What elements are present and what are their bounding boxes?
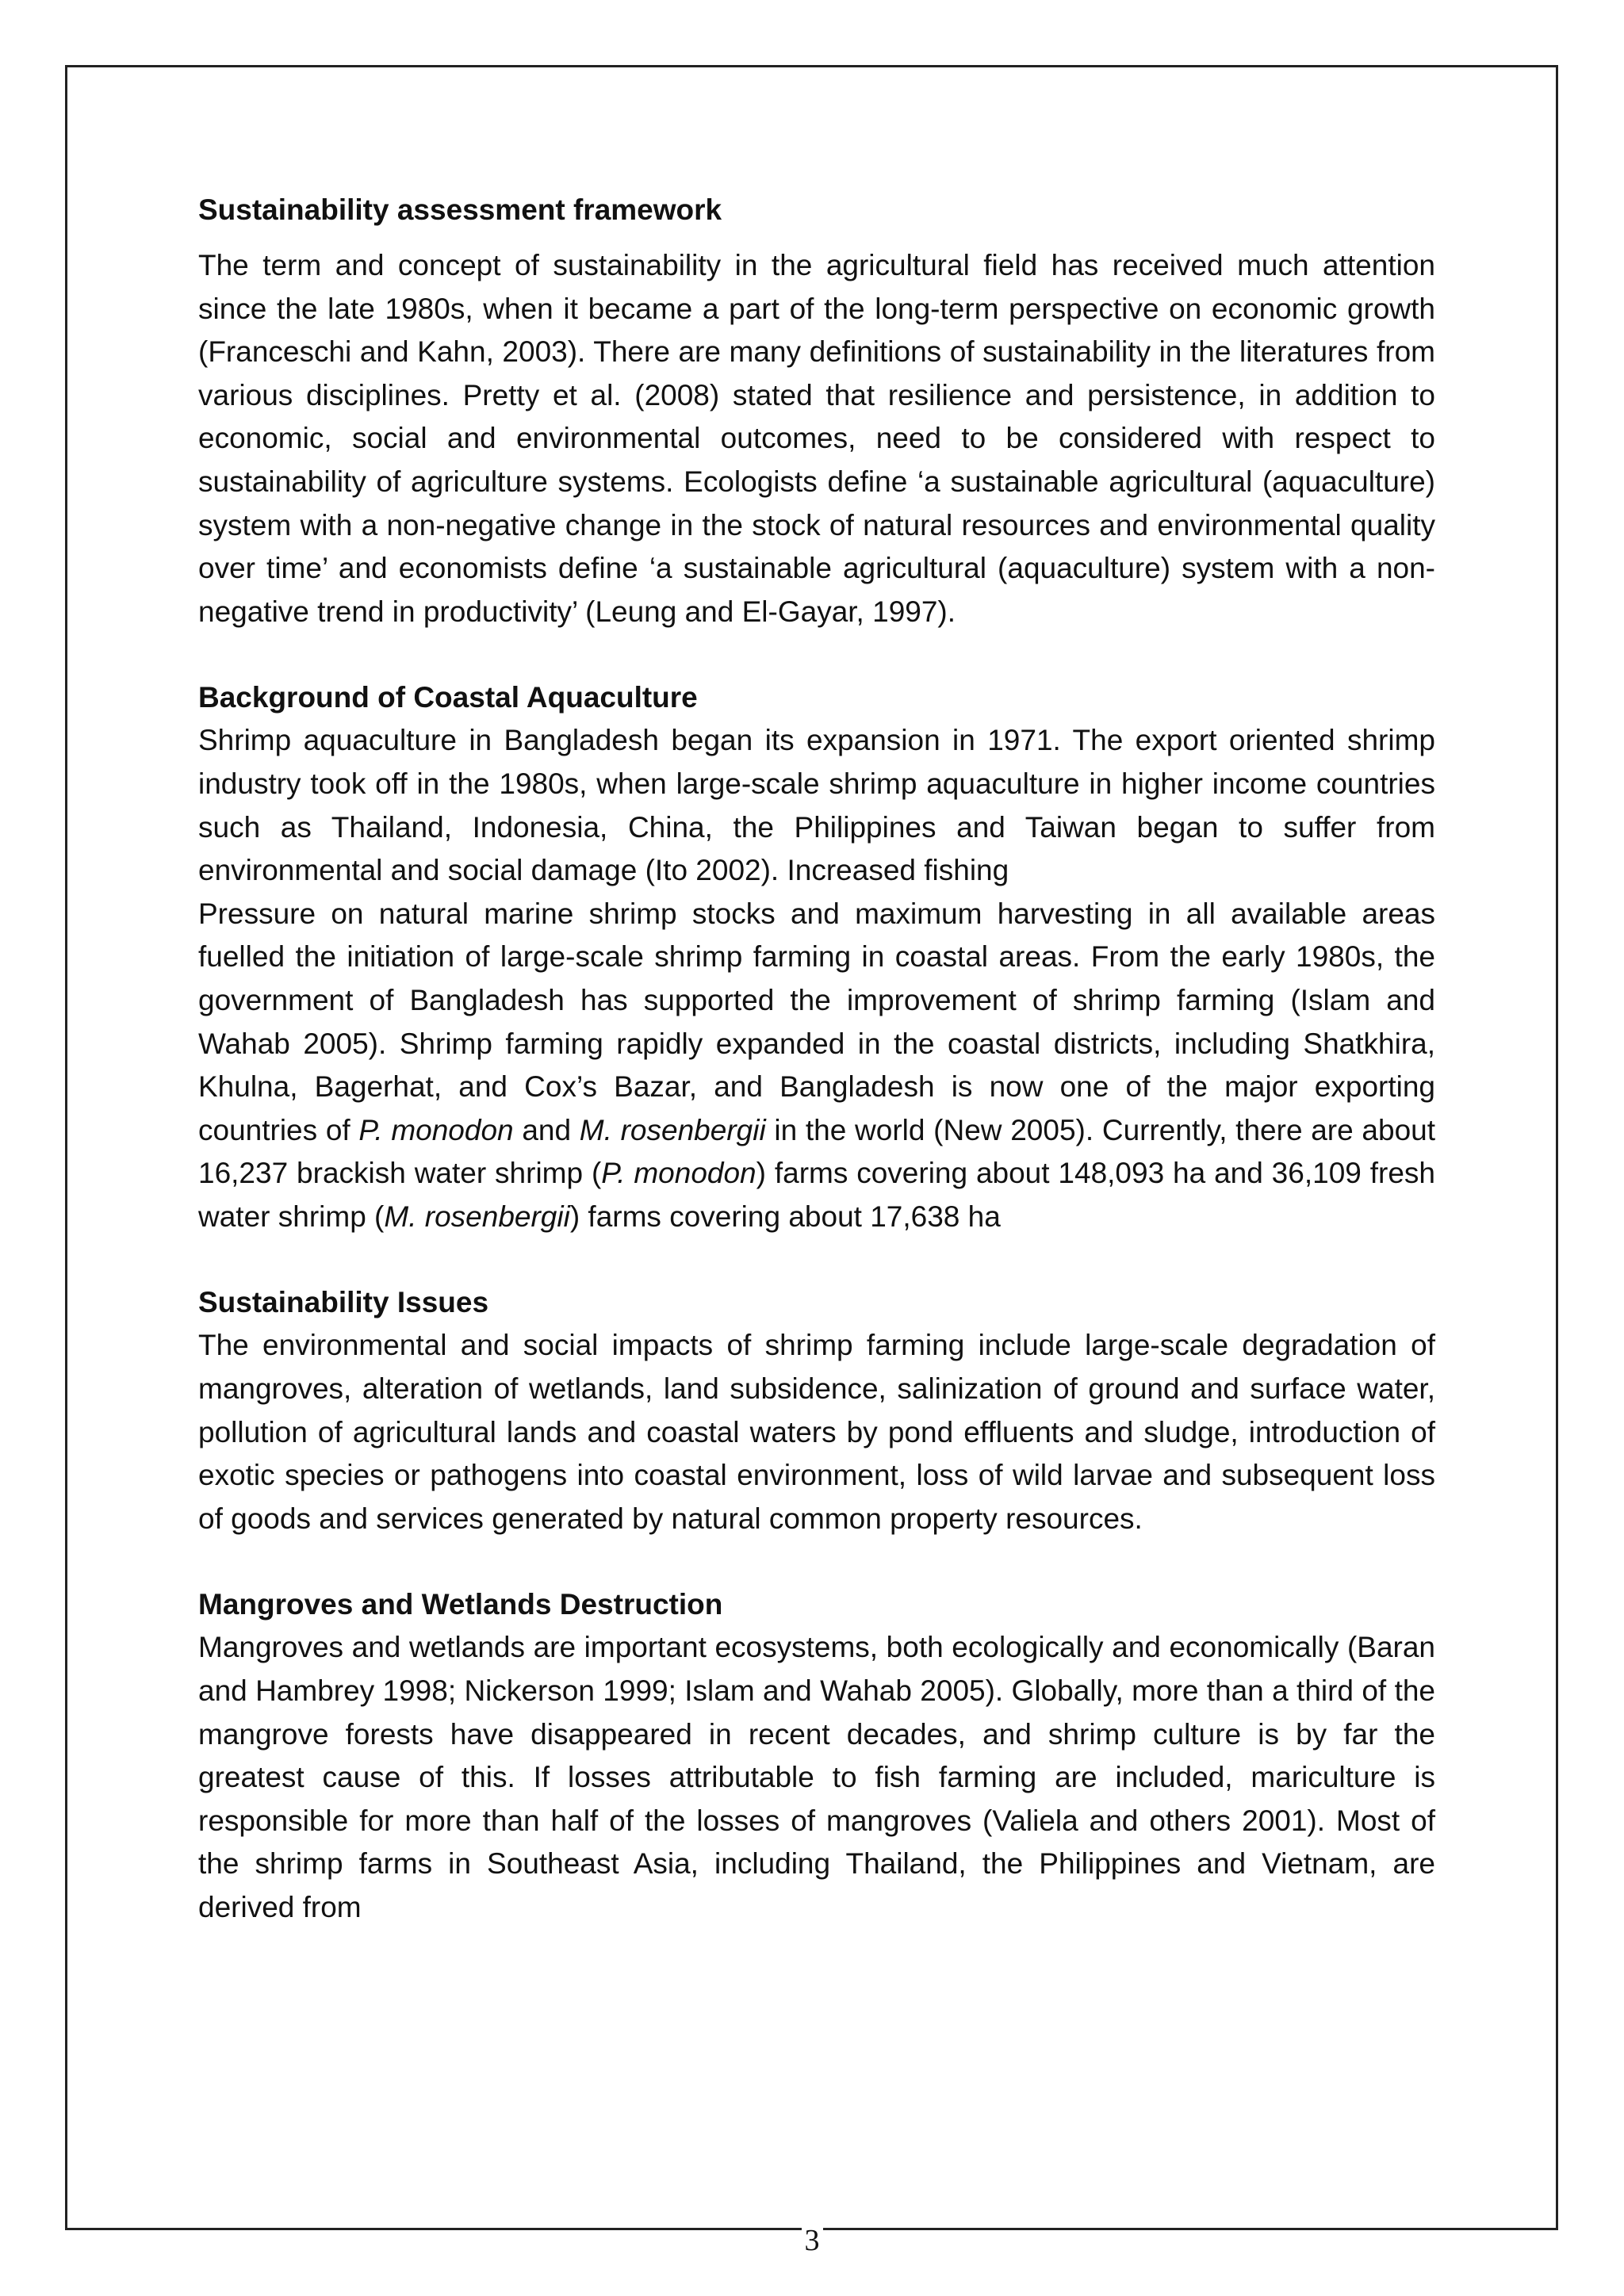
- page-number-text: 3: [802, 2224, 823, 2257]
- species-name: P. monodon: [358, 1113, 514, 1146]
- section-sustainability-assessment-framework: [198, 189, 1435, 633]
- section-paragraph: Mangroves and wetlands are important ecosystems, both ecologically and economically (Baran and Hambrey 1998; Nickerson 1999; Islam and Wahab 2005). Globally, more than a third of the mangrove forests have disappeared in recent decades, and shrimp culture is by far the greatest cause of this. If losses attributable to fish farming are included, mariculture is responsible for more than half of the losses of mangroves (Valiela and others 2001). Most of the shrimp farms in Southeast Asia, including Thailand, the Philippines and Vietnam, are derived from: [198, 1631, 1435, 1923]
- paragraph-text: ) farms covering about 17,638 ha: [569, 1200, 1001, 1233]
- section-heading: Mangroves and Wetlands Destruction: [198, 1588, 723, 1621]
- paragraph-text: in the world (New 2005). Currently, there are about 16,237 brackish water shrimp (: [198, 1113, 1436, 1190]
- section-heading: Sustainability assessment framework: [198, 193, 722, 226]
- paragraph-text: Pressure on natural marine shrimp stocks and maximum harvesting in all available areas fuelled the initiation of large-scale shrimp farming in coastal areas. From the early 1980s, the government of Bangladesh has supported the improvement of shrimp farming (Islam and Wahab 2005). Shrimp farming rapidly expanded in the coastal districts, including Shatkhira, Khulna, Bagerhat, and Cox’s Bazar, and Bangladesh is now one of the major exporting countries of: [198, 897, 1435, 1146]
- section-paragraph: [198, 719, 1435, 892]
- paragraph-text: ) farms covering about 148,093 ha and 36,109 fresh water shrimp (: [198, 1157, 1435, 1233]
- section-mangroves-wetlands-destruction: [198, 1583, 1435, 1929]
- section-heading: Background of Coastal Aquaculture: [198, 681, 698, 714]
- page-number: [0, 2223, 1624, 2258]
- document-body: [198, 189, 1435, 1930]
- section-background-coastal-aquaculture: [198, 676, 1435, 1238]
- section-paragraph: The term and concept of sustainability in the agricultural field has received much attention since the late 1980s, when it became a part of the long-term perspective on economic growth (Franceschi and Kahn, 2003). There are many definitions of sustainability in the literatures from various disciplines. Pretty et al. (2008) stated that resilience and persistence, in addition to economic, social and environmental outcomes, need to be considered with respect to sustainability of agriculture systems. Ecologists define ‘a sustainable agricultural (aquaculture) system with a non-negative change in the stock of natural resources and environmental quality over time’ and economists define ‘a sustainable agricultural (aquaculture) system with a non-negative trend in productivity’ (Leung and El-Gayar, 1997).: [198, 249, 1435, 628]
- species-name: M. rosenbergii: [579, 1113, 766, 1146]
- paragraph-text: and: [513, 1113, 580, 1146]
- species-name: P. monodon: [601, 1157, 756, 1190]
- section-sustainability-issues: [198, 1281, 1435, 1540]
- paragraph-text: Shrimp aquaculture in Bangladesh began its expansion in 1971. The export oriented shrimp industry took off in the 1980s, when large-scale shrimp aquaculture in higher income countries such as Thailand, Indonesia, China, the Philippines and Taiwan began to suffer from environmental and social damage (Ito 2002). Increased fishing: [198, 724, 1435, 887]
- section-heading: Sustainability Issues: [198, 1286, 489, 1319]
- section-paragraph: [198, 893, 1435, 1239]
- species-name: M. rosenbergii: [384, 1200, 570, 1233]
- section-paragraph: The environmental and social impacts of shrimp farming include large-scale degradation of mangroves, alteration of wetlands, land subsidence, salinization of ground and surface water, pollution of agricultural lands and coastal waters by pond effluents and sludge, introduction of exotic species or pathogens into coastal environment, loss of wild larvae and subsequent loss of goods and services generated by natural common property resources.: [198, 1329, 1435, 1535]
